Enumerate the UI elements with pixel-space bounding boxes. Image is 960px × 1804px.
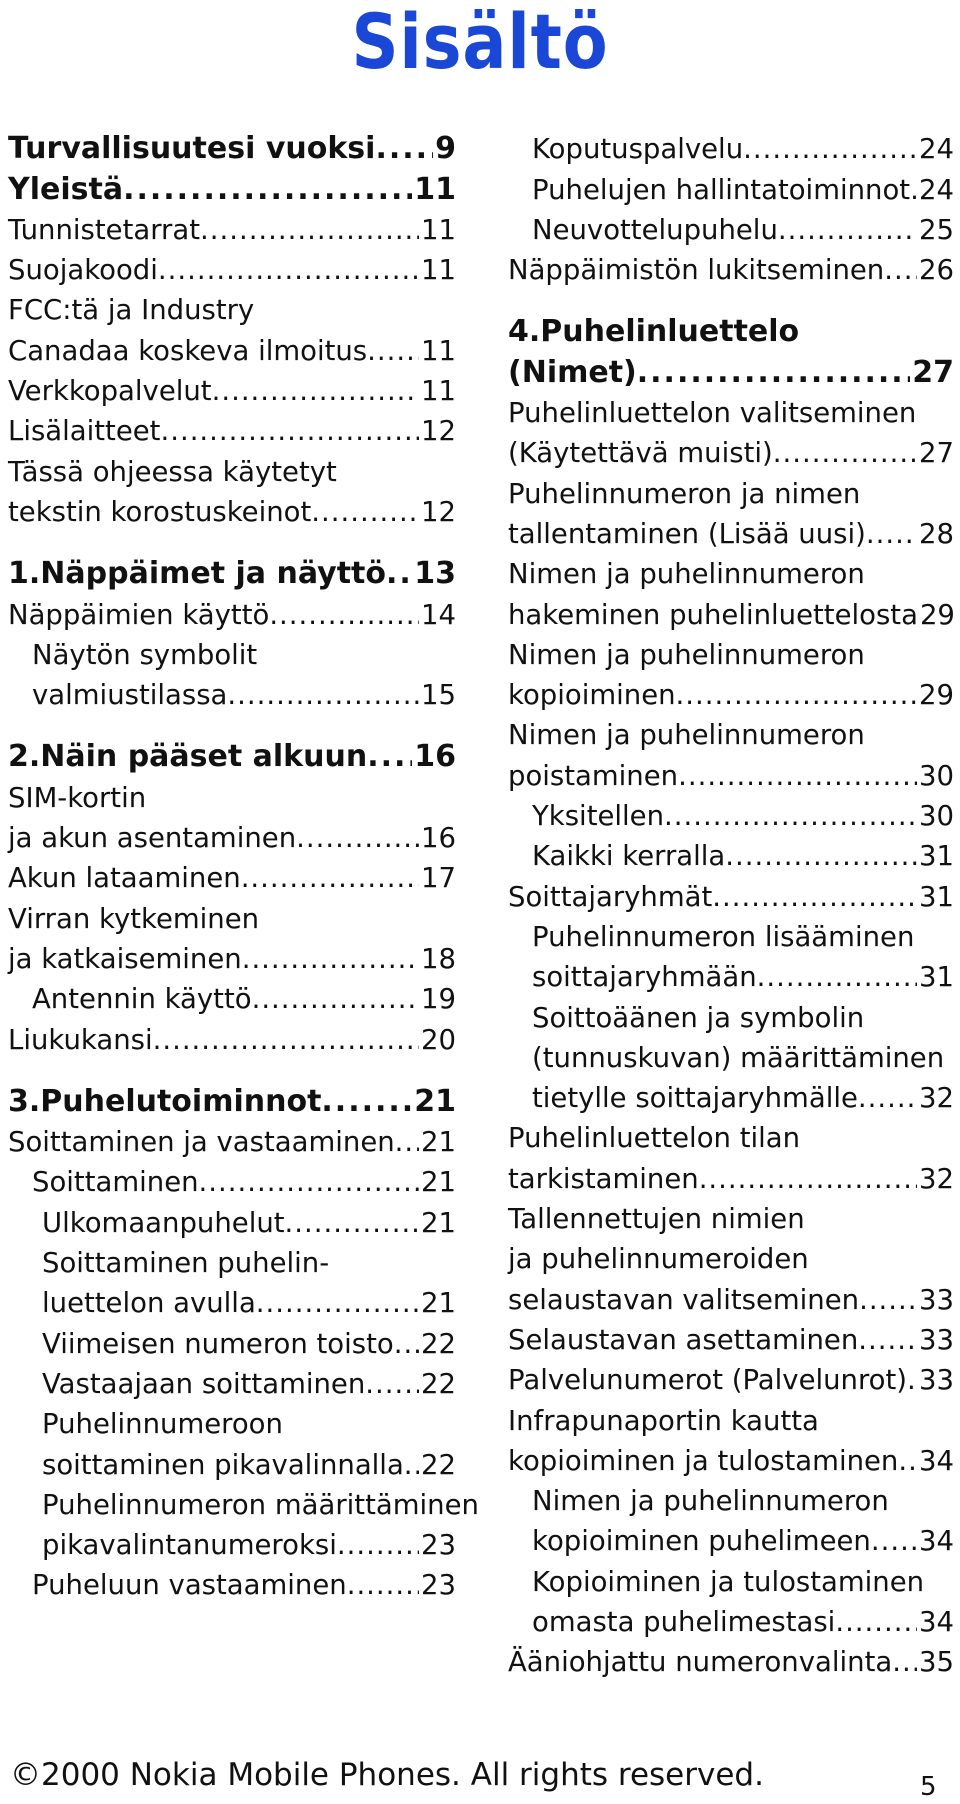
toc-entry <box>8 371 456 411</box>
toc-entry-title: Nimen ja puhelinnumeron <box>508 719 865 752</box>
toc-dot-leader <box>256 1283 419 1323</box>
toc-entry <box>508 1481 954 1521</box>
toc-entry-title: tietylle soittajaryhmälle <box>532 1082 858 1115</box>
toc-entry-title: Kopioiminen ja tulostaminen <box>532 1565 925 1598</box>
toc-entry-title: Neuvottelupuhelu <box>532 213 778 246</box>
toc-entry <box>508 1038 954 1078</box>
toc-dot-leader <box>394 1324 419 1364</box>
toc-entry <box>8 1525 456 1565</box>
toc-dot-leader <box>910 170 917 210</box>
toc-chapter-entry <box>508 312 954 352</box>
toc-entry <box>508 1561 954 1601</box>
toc-dot-leader <box>664 796 917 836</box>
toc-entry-title: Puhelinluettelon valitseminen <box>508 397 917 430</box>
toc-entry <box>8 635 456 675</box>
toc-dot-leader <box>158 250 419 290</box>
toc-entry <box>508 1239 954 1279</box>
toc-entry-title: tarkistaminen <box>508 1162 699 1195</box>
toc-page-number: 21 <box>421 1166 456 1199</box>
toc-dot-leader <box>242 939 419 979</box>
toc-entry-title: hakeminen puhelinluettelosta <box>508 598 918 631</box>
toc-dot-leader <box>160 411 419 451</box>
toc-entry <box>8 818 456 858</box>
toc-page-number: 21 <box>421 1126 456 1159</box>
toc-page-number: 20 <box>421 1023 456 1056</box>
toc-entry <box>508 876 954 916</box>
toc-page-number: 23 <box>421 1529 456 1562</box>
toc-page-number: 11 <box>421 334 456 367</box>
toc-page-number: 31 <box>919 840 954 873</box>
toc-entry-title: tekstin korostuskeinot <box>8 495 312 528</box>
toc-page-number: 29 <box>919 598 955 631</box>
toc-page-number: 35 <box>919 1646 954 1679</box>
toc-dot-leader <box>871 1521 917 1561</box>
toc-entry-title: Tallennettujen nimien <box>508 1203 805 1236</box>
toc-dot-leader <box>269 595 419 635</box>
toc-entry <box>508 554 954 594</box>
toc-page-number: 19 <box>421 983 456 1016</box>
toc-entry-title: pikavalintanumeroksi <box>42 1529 337 1562</box>
toc-chapter-entry <box>8 1082 456 1122</box>
toc-entry <box>8 1323 456 1363</box>
toc-entry-title: 2.Näin pääset alkuun <box>8 739 368 775</box>
toc-chapter-entry <box>8 554 456 594</box>
toc-dot-leader <box>725 836 917 876</box>
toc-dot-leader <box>743 129 917 169</box>
toc-page-number: 25 <box>919 213 954 246</box>
toc-entry-title: (Nimet) <box>508 354 637 390</box>
toc-entry <box>508 1521 954 1561</box>
toc-entry <box>8 594 456 634</box>
toc-entry-title: Selaustavan asettaminen <box>508 1323 859 1356</box>
toc-entry-title: Näytön symbolit <box>32 638 258 671</box>
toc-dot-leader <box>367 331 419 371</box>
toc-dot-leader <box>199 1162 419 1202</box>
toc-entry <box>508 1078 954 1118</box>
toc-page-number: 24 <box>919 133 954 166</box>
toc-entry <box>8 1364 456 1404</box>
toc-entry-title: Canadaa koskeva ilmoitus <box>8 334 368 367</box>
toc-page-number: 11 <box>421 254 456 287</box>
toc-dot-leader <box>858 1320 917 1360</box>
toc-entry-title: ja puhelinnumeroiden <box>508 1243 809 1276</box>
toc-entry <box>508 250 954 290</box>
toc-dot-leader <box>296 818 419 858</box>
toc-entry <box>508 1158 954 1198</box>
toc-entry-title: Nimen ja puhelinnumeron <box>508 558 865 591</box>
toc-entry-title: (Käytettävä muisti) <box>508 437 773 470</box>
page-number: 5 <box>920 1772 937 1802</box>
toc-page-number: 11 <box>421 213 456 246</box>
toc-entry <box>8 1019 456 1059</box>
toc-dot-leader <box>773 433 917 473</box>
toc-entry <box>508 169 954 209</box>
toc-dot-leader <box>367 737 412 777</box>
toc-entry <box>8 858 456 898</box>
toc-entry-title: Yleistä <box>8 171 124 207</box>
toc-entry-title: Puhelujen hallintatoiminnot <box>532 173 911 206</box>
toc-page-number: 16 <box>414 739 456 775</box>
toc-dot-leader <box>347 1565 419 1605</box>
toc-entry-title: FCC:tä ja Industry <box>8 294 255 327</box>
toc-entry-title: Akun lataaminen <box>8 862 241 895</box>
toc-entry <box>8 411 456 451</box>
toc-entry <box>8 1283 456 1323</box>
copyright-footer: ©2000 Nokia Mobile Phones. All rights reserved. <box>10 1757 764 1793</box>
toc-entry <box>508 917 954 957</box>
toc-entry-title: kopioiminen ja tulostaminen <box>508 1444 899 1477</box>
toc-entry-title: valmiustilassa <box>32 679 228 712</box>
toc-page-number: 12 <box>421 415 456 448</box>
toc-entry-title: Yksitellen <box>532 800 665 833</box>
toc-entry <box>508 210 954 250</box>
toc-page-number: 26 <box>919 254 954 287</box>
toc-page-number: 28 <box>919 517 954 550</box>
toc-entry <box>508 997 954 1037</box>
toc-dot-leader <box>153 1020 419 1060</box>
toc-dot-leader <box>212 371 419 411</box>
toc-entry-title: Soittaminen puhelin- <box>42 1247 330 1280</box>
toc-page-number: 21 <box>421 1287 456 1320</box>
toc-dot-leader <box>892 1642 917 1682</box>
toc-entry <box>508 1279 954 1319</box>
toc-dot-leader <box>712 877 917 917</box>
toc-dot-leader <box>337 1525 419 1565</box>
toc-entry <box>508 393 954 433</box>
toc-entry <box>8 451 456 491</box>
toc-page-number: 22 <box>421 1367 456 1400</box>
toc-entry-title: Tunnistetarrat <box>8 213 200 246</box>
toc-page-number: 21 <box>421 1206 456 1239</box>
toc-entry-title: luettelon avulla <box>42 1287 256 1320</box>
toc-entry <box>508 836 954 876</box>
toc-entry-title: Palvelunumerot (Palvelunrot) <box>508 1364 908 1397</box>
toc-entry <box>508 1320 954 1360</box>
toc-entry-title: Soittoäänen ja symbolin <box>532 1001 865 1034</box>
toc-entry-title: Turvallisuutesi vuoksi <box>8 131 376 167</box>
toc-page-number: 12 <box>421 495 456 528</box>
toc-page-number: 34 <box>919 1605 954 1638</box>
toc-entry <box>8 1162 456 1202</box>
toc-entry <box>508 1602 954 1642</box>
toc-dot-leader <box>835 1602 917 1642</box>
toc-dot-leader <box>375 129 433 169</box>
toc-entry-title: Puhelinnumeron lisääminen <box>532 920 915 953</box>
toc-page-number: 34 <box>919 1525 954 1558</box>
toc-dot-leader <box>678 756 917 796</box>
toc-page-number: 22 <box>421 1448 456 1481</box>
toc-entry <box>508 1360 954 1400</box>
toc-entry-title: Puhelinnumeron määrittäminen <box>42 1488 479 1521</box>
toc-entry <box>8 492 456 532</box>
toc-dot-leader <box>637 353 910 393</box>
toc-dot-leader <box>757 957 917 997</box>
toc-entry <box>508 514 954 554</box>
toc-page-number: 24 <box>919 173 954 206</box>
toc-entry-title: Lisälaitteet <box>8 415 161 448</box>
toc-entry <box>8 939 456 979</box>
toc-page-number: 11 <box>421 375 456 408</box>
toc-entry-title: Nimen ja puhelinnumeron <box>532 1485 889 1518</box>
toc-entry-title: soittaminen pikavalinnalla <box>42 1448 404 1481</box>
toc-entry <box>8 210 456 250</box>
toc-page-number: 15 <box>421 679 456 712</box>
toc-entry <box>8 1485 479 1525</box>
toc-entry-title: Verkkopalvelut <box>8 375 212 408</box>
toc-entry-title: Ääniohjattu numeronvalinta <box>508 1646 893 1679</box>
toc-page-number: 33 <box>919 1364 954 1397</box>
toc-entry-title: Kaikki kerralla <box>532 840 726 873</box>
toc-entry-title: Liukukansi <box>8 1023 153 1056</box>
toc-dot-leader <box>907 1360 917 1400</box>
toc-page-number: 30 <box>919 800 954 833</box>
toc-entry <box>508 1118 954 1158</box>
toc-entry-title: Tässä ohjeessa käytetyt <box>8 455 337 488</box>
toc-dot-leader <box>858 1078 917 1118</box>
toc-entry <box>8 1243 456 1283</box>
toc-chapter-entry <box>8 737 456 777</box>
toc-page-number: 9 <box>435 131 456 167</box>
toc-column-right <box>508 129 954 1682</box>
toc-column-left <box>8 129 479 1605</box>
toc-dot-leader <box>200 210 419 250</box>
toc-entry-title: Soittaminen ja vastaaminen <box>8 1126 395 1159</box>
toc-entry-title: Puheluun vastaaminen <box>32 1569 347 1602</box>
toc-page-number: 22 <box>421 1327 456 1360</box>
toc-entry-title: tallentaminen (Lisää uusi) <box>508 517 866 550</box>
toc-dot-leader <box>404 1445 419 1485</box>
toc-dot-leader <box>285 1203 419 1243</box>
toc-entry <box>8 1444 456 1484</box>
toc-entry <box>508 1400 954 1440</box>
toc-entry <box>8 898 456 938</box>
toc-dot-leader <box>123 170 412 210</box>
toc-entry <box>508 1642 954 1682</box>
toc-page-number: 29 <box>919 679 954 712</box>
toc-entry-title: kopioiminen puhelimeen <box>532 1525 871 1558</box>
toc-entry-title: ja akun asentaminen <box>8 822 297 855</box>
toc-entry <box>8 330 456 370</box>
toc-page-number: 16 <box>421 822 456 855</box>
toc-entry-title: Puhelinnumeron ja nimen <box>508 477 861 510</box>
toc-entry <box>8 290 456 330</box>
toc-entry-title: Suojakoodi <box>8 254 158 287</box>
toc-entry-title: Viimeisen numeron toisto <box>42 1327 394 1360</box>
toc-dot-leader <box>866 514 917 554</box>
toc-entry-title: Näppäimien käyttö <box>8 598 270 631</box>
toc-page-number: 32 <box>919 1162 954 1195</box>
toc-entry-title: 3.Puhelutoiminnot <box>8 1083 322 1119</box>
toc-entry-title: Puhelinluettelon tilan <box>508 1122 801 1155</box>
toc-entry <box>508 1441 954 1481</box>
toc-entry-title: Puhelinnumeroon <box>42 1408 283 1441</box>
toc-dot-leader <box>365 1364 419 1404</box>
toc-entry <box>508 796 954 836</box>
toc-entry-title: 4.Puhelinluettelo <box>508 314 800 350</box>
toc-entry <box>508 957 954 997</box>
toc-entry-title: Ulkomaanpuhelut <box>42 1206 285 1239</box>
toc-page-number: 17 <box>421 862 456 895</box>
toc-entry <box>8 1404 456 1444</box>
toc-page-number: 21 <box>414 1083 456 1119</box>
toc-page-number: 31 <box>919 880 954 913</box>
toc-dot-leader <box>898 1441 917 1481</box>
toc-entry <box>8 675 456 715</box>
toc-entry-title: soittajaryhmään <box>532 961 757 994</box>
toc-page-number: 33 <box>919 1323 954 1356</box>
toc-entry <box>8 777 456 817</box>
toc-entry-title: Soittaminen <box>32 1166 199 1199</box>
toc-entry-title: Vastaajaan soittaminen <box>42 1367 366 1400</box>
toc-page-number: 30 <box>919 759 954 792</box>
toc-page-number: 27 <box>919 437 954 470</box>
toc-entry <box>508 473 954 513</box>
toc-page-number: 18 <box>421 942 456 975</box>
toc-dot-leader <box>699 1159 917 1199</box>
toc-dot-leader <box>884 250 917 290</box>
toc-entry-title: kopioiminen <box>508 679 676 712</box>
toc-entry-title: (tunnuskuvan) määrittäminen <box>532 1041 945 1074</box>
toc-entry <box>508 433 954 473</box>
toc-entry-title: Koputuspalvelu <box>532 133 744 166</box>
toc-page-number: 14 <box>421 598 456 631</box>
toc-entry-title: Virran kytkeminen <box>8 902 260 935</box>
toc-entry-title: 1.Näppäimet ja näyttö <box>8 556 386 592</box>
toc-entry <box>508 635 954 675</box>
toc-chapter-entry <box>8 169 456 209</box>
toc-page-number: 34 <box>919 1444 954 1477</box>
toc-entry-title: Antennin käyttö <box>32 983 252 1016</box>
toc-entry <box>508 715 954 755</box>
toc-entry <box>508 1199 954 1239</box>
toc-dot-leader <box>321 1082 412 1122</box>
toc-entry-title: omasta puhelimestasi <box>532 1605 836 1638</box>
toc-dot-leader <box>241 858 419 898</box>
toc-entry-title: Soittajaryhmät <box>508 880 713 913</box>
toc-entry <box>8 1202 456 1242</box>
toc-dot-leader <box>395 1122 419 1162</box>
toc-page-number: 31 <box>919 961 954 994</box>
toc-page-number: 27 <box>912 354 954 390</box>
toc-entry-title: Infrapunaportin kautta <box>508 1404 819 1437</box>
toc-page-number: 33 <box>919 1283 954 1316</box>
toc-entry-title: poistaminen <box>508 759 679 792</box>
toc-dot-leader <box>227 675 419 715</box>
toc-dot-leader <box>252 979 419 1019</box>
toc-dot-leader <box>859 1280 917 1320</box>
toc-entry <box>8 250 456 290</box>
toc-page-number: 32 <box>919 1082 954 1115</box>
toc-dot-leader <box>676 675 917 715</box>
toc-entry <box>508 594 954 634</box>
toc-entry-title: Nimen ja puhelinnumeron <box>508 638 865 671</box>
toc-entry <box>8 979 456 1019</box>
toc-dot-leader <box>311 492 419 532</box>
toc-chapter-entry <box>8 129 456 169</box>
toc-entry-title: ja katkaiseminen <box>8 942 242 975</box>
toc-entry-title: Näppäimistön lukitseminen <box>508 254 885 287</box>
toc-dot-leader <box>778 210 917 250</box>
toc-entry-title: selaustavan valitseminen <box>508 1283 860 1316</box>
toc-page-number: 23 <box>421 1569 456 1602</box>
toc-chapter-entry <box>508 352 954 392</box>
toc-entry <box>508 755 954 795</box>
toc-entry <box>508 129 954 169</box>
page-title: Sisältö <box>351 0 609 86</box>
toc-page-number: 13 <box>414 556 456 592</box>
toc-entry <box>8 1122 456 1162</box>
toc-page-number: 11 <box>414 171 456 207</box>
toc-entry <box>508 675 954 715</box>
toc-dot-leader <box>386 554 412 594</box>
toc-entry-title: SIM-kortin <box>8 781 147 814</box>
toc-entry <box>8 1565 456 1605</box>
